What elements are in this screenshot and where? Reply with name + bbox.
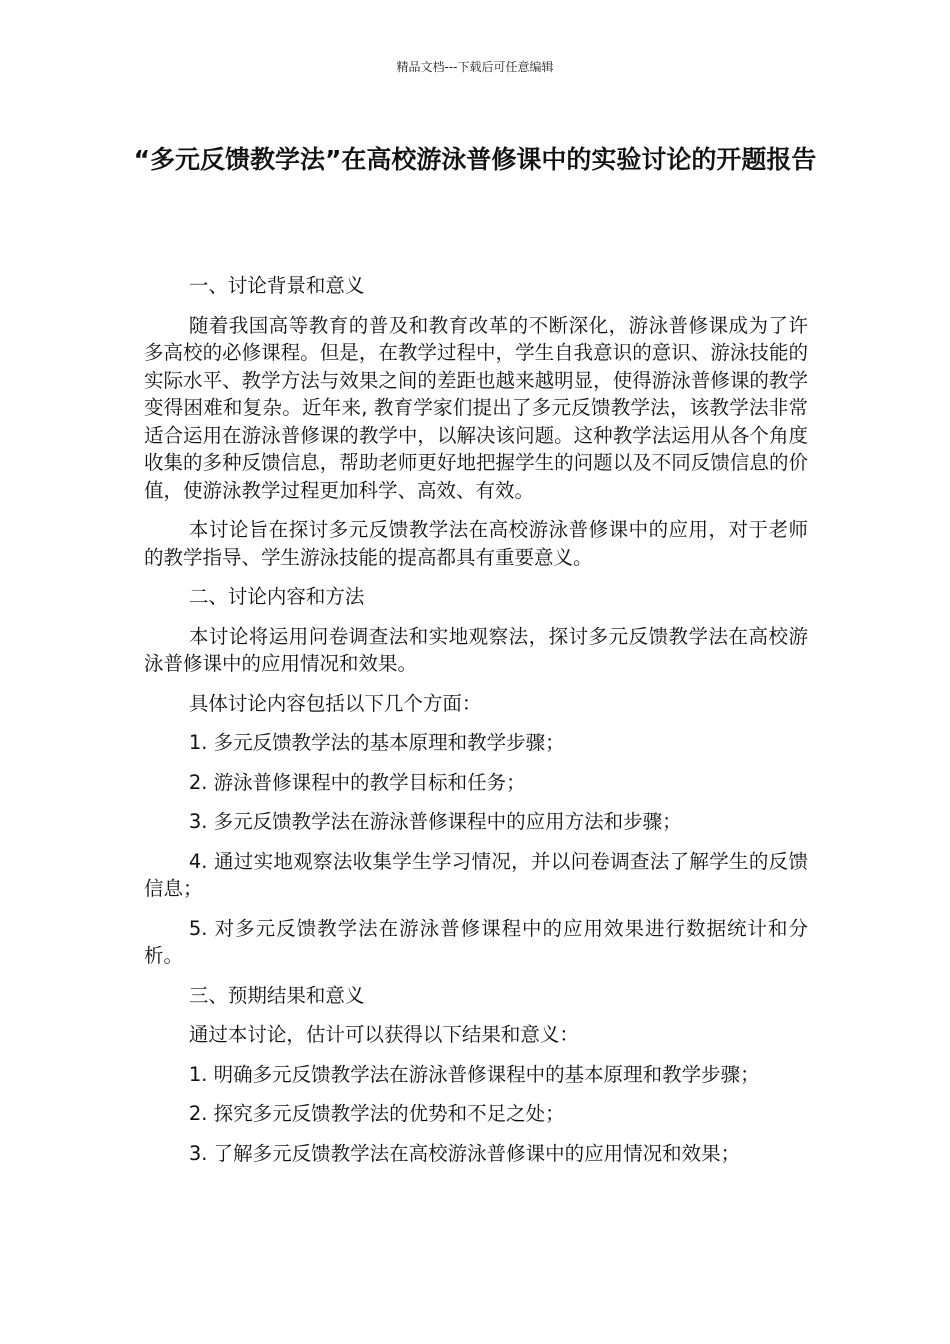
list-item: 3. 多元反馈教学法在游泳普修课程中的应用方法和步骤；: [188, 810, 682, 833]
list-item: 1. 明确多元反馈教学法在游泳普修课程中的基本原理和教学步骤；: [188, 1062, 760, 1086]
list-item: 3. 了解多元反馈教学法在高校游泳普修课中的应用情况和效果；: [188, 1141, 741, 1165]
header-note: 精品文档---下载后可任意编辑: [396, 60, 554, 74]
list-item: 5. 对多元反馈教学法在游泳普修课程中的应用效果进行数据统计和分析。: [144, 916, 808, 967]
section-heading: 二、讨论内容和方法: [188, 585, 365, 608]
paragraph: 本讨论旨在探讨多元反馈教学法在高校游泳普修课中的应用，对于老师的教学指导、学生游泳技能的提高都具有重要意义。: [144, 518, 808, 569]
list-item: 1. 多元反馈教学法的基本原理和教学步骤；: [188, 731, 565, 754]
document-body: [144, 272, 808, 1179]
section-heading: 一、讨论背景和意义: [188, 274, 365, 297]
paragraph: 本讨论将运用问卷调查法和实地观察法，探讨多元反馈教学法在高校游泳普修课中的应用情况和效果。: [144, 624, 808, 675]
list-item: 2. 探究多元反馈教学法的优势和不足之处；: [188, 1102, 565, 1125]
list-item: 2. 游泳普修课程中的教学目标和任务；: [188, 770, 526, 794]
paragraph: 通过本讨论，估计可以获得以下结果和意义：: [188, 1023, 579, 1046]
paragraph: 随着我国高等教育的普及和教育改革的不断深化，游泳普修课成为了许多高校的必修课程。但是，在教学过程中，学生自我意识的意识、游泳技能的实际水平、教学方法与效果之间的差距也越来越明显，使得游泳普修课的教学变得困难和复杂。近年来, 教育学家们提出了多元反馈教学法，该教学法非常适合运用在游泳普修课的教学中，以解决该问题。这种教学法运用从各个角度收集的多种反馈信息，帮助老师更好地把握学生的问题以及不同反馈信息的价值，使游泳教学过程更加科学、高效、有效。: [144, 313, 808, 502]
paragraph: 具体讨论内容包括以下几个方面：: [188, 691, 482, 715]
list-item: 4. 通过实地观察法收集学生学习情况，并以问卷调查法了解学生的反馈信息；: [144, 849, 808, 900]
document-title: “多元反馈教学法”在高校游泳普修课中的实验讨论的开题报告: [133, 145, 817, 174]
section-heading: 三、预期结果和意义: [188, 983, 365, 1007]
